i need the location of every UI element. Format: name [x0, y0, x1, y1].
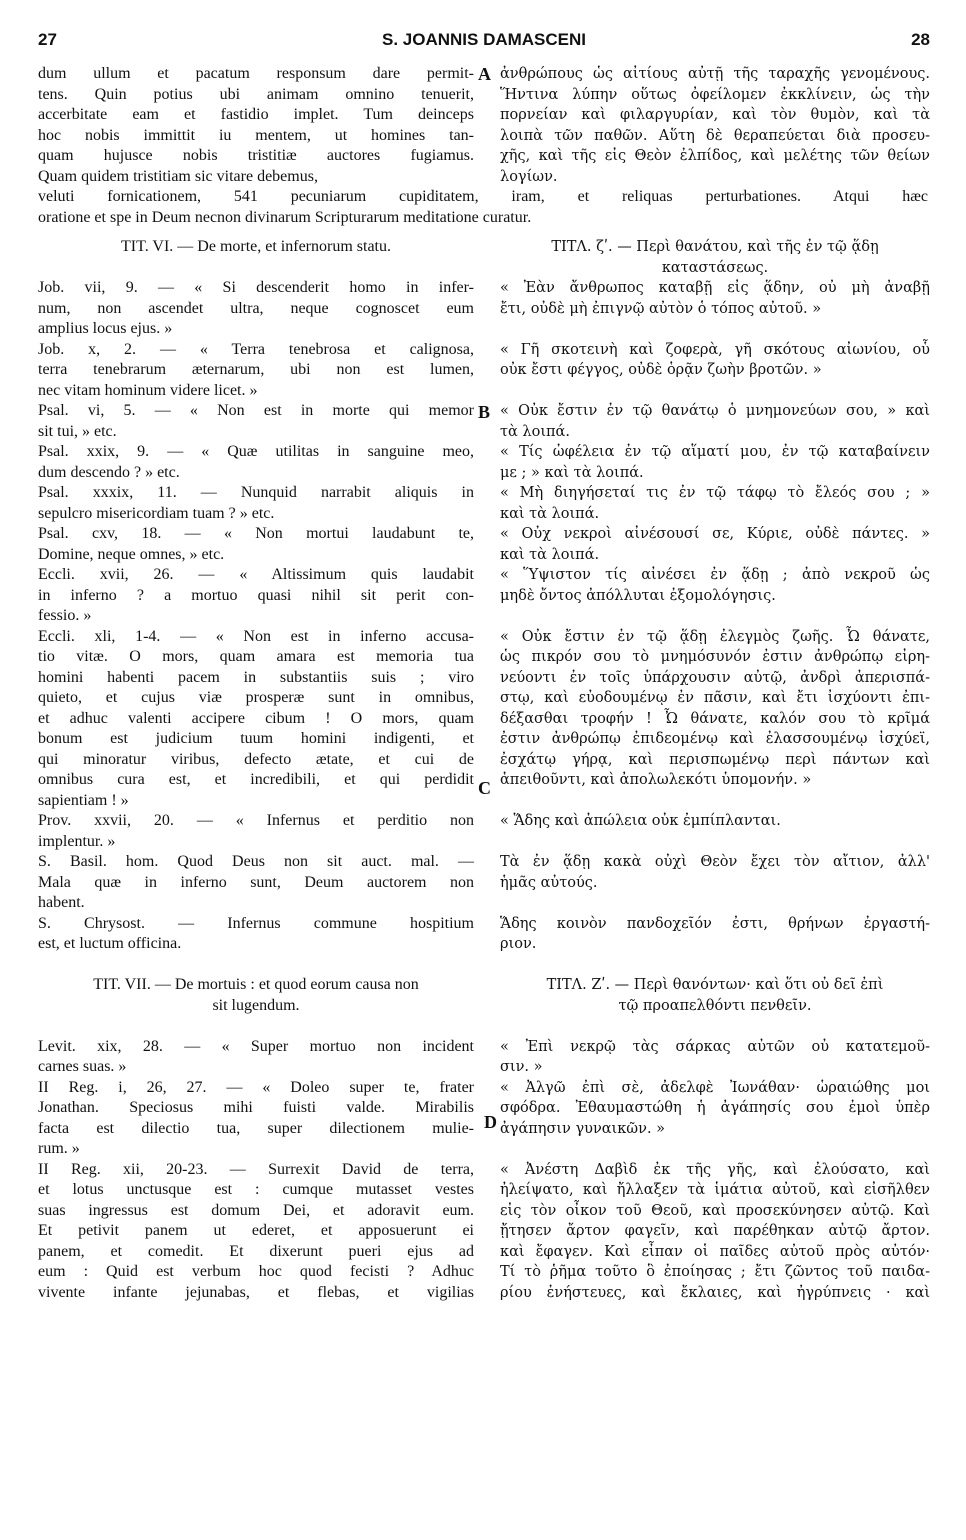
text-line: ἐσχάτῳ γήρᾳ, καὶ περισπωμένῳ περὶ πάντων καὶ [500, 751, 930, 768]
text-line: ἀγάπησιν γυναικῶν. » [500, 1120, 666, 1137]
text-line: χῆς, καὶ τῆς εἰς Θεὸν ἐλπίδος, καὶ μελέτης τῶν θείων [500, 148, 930, 164]
text-line: καὶ τὰ λοιπά. [500, 546, 600, 563]
text-line: « Γῆ σκοτεινὴ καὶ ζοφερὰ, γῆ σκότους αἰωνίου, οὗ [500, 341, 930, 358]
text-line [500, 955, 930, 976]
text-line: οὐκ ἔστι φέγγος, οὐδὲ ὁρᾷν ζωὴν βροτῶν. » [500, 362, 822, 378]
text-line: καὶ τὰ λοιπά. [500, 505, 600, 522]
text-line: eum : Quid est verbum hoc quod fecisti ? Adhuc [38, 1263, 474, 1280]
text-line: « Ἅδης καὶ ἀπώλεια οὐκ ἐμπίπλανται. [500, 813, 781, 829]
text-line: Τὰ ἐν ᾅδῃ κακὰ οὐχὶ Θεὸν ἔχει τὸν αἴτιον, ἀλλ' [500, 854, 930, 870]
text-line [500, 606, 930, 627]
text-line: ΤΙΤΛ. Ζʹ. — Περὶ θανόντων· καὶ ὅτι οὐ δεῖ ἐπὶ [546, 977, 884, 993]
text-line: « Μὴ διηγήσεταί τις ἐν τῷ τάφῳ τὸ ἔλεός σου ; » [500, 485, 930, 501]
intro-full-width [38, 187, 928, 228]
page-number-right: 28 [911, 30, 930, 49]
text-line: « Ἀνέστη Δαβὶδ ἐκ τῆς γῆς, καὶ ἐλούσατο, καὶ [500, 1161, 930, 1178]
text-line: vivente infante jejunabas, et flebas, et vigilias [38, 1283, 474, 1301]
text-line: ὡς πικρόν σου τὸ μνημόσυνόν ἐστιν ἀνθρώπῳ εἰρη- [500, 649, 930, 665]
running-header [38, 30, 930, 52]
text-line: et lotus unctusque est : cumque mutasset vestes [38, 1181, 474, 1198]
text-line [38, 1016, 474, 1037]
margin-marker-b: B [478, 402, 491, 422]
text-line: « Οὐκ ἔστιν ἐν τῷ θανάτῳ ὁ μνημονεύων σου, » καὶ [500, 403, 930, 419]
text-line: Mala quæ in inferno sunt, Deum auctorem non [38, 873, 474, 891]
text-line: « Οὐχ νεκροὶ αἰνέσουσί σε, Κύριε, οὐδὲ πάντες. » [500, 526, 930, 542]
text-line: στῳ, καὶ εὐοδουμένῳ ἐν πᾶσιν, καὶ ἔτι ἰσχύοντι ἐπι- [500, 690, 930, 706]
text-line: II Reg. i, 26, 27. — « Doleo super te, frater [38, 1078, 474, 1096]
text-line: panem, et comedit. Et dixerunt pueri ejus ad [38, 1242, 474, 1260]
text-line: fessio. » [38, 607, 92, 624]
text-line: Ἅδης κοινὸν πανδοχεῖόν ἐστι, θρήνων ἐργαστή- [500, 915, 930, 932]
text-line: num, non ascendet ultra, neque cognoscet eum [38, 299, 474, 317]
text-line: Job. vii, 9. — « Si descenderit homo in infer- [38, 279, 474, 296]
text-line: ἐστιν ἀνθρώπῳ ἐπιδεομένῳ καὶ ἐλασσουμένῳ ἰσχύεϊ, [500, 731, 930, 747]
text-line: λοιπὰ τῶν παθῶν. Αὕτη δὲ θεραπεύεται διὰ προσευ- [500, 127, 930, 144]
text-line: λογίων. [500, 168, 558, 185]
text-line: « Ἀλγῶ ἐπὶ σὲ, ἀδελφὲ Ἰωνάθαν· ὡραιώθης μοι [500, 1079, 930, 1096]
text-line: bonum est judicium tuum homini indigenti, et [38, 730, 474, 747]
text-line [500, 832, 930, 853]
text-line: ᾔτησεν ἄρτον φαγεῖν, καὶ παρέθηκαν αὐτῷ ἄρτον. [500, 1223, 930, 1239]
text-line: Eccli. xli, 1-4. — « Non est in inferno accusa- [38, 627, 474, 645]
text-line: amplius locus ejus. » [38, 320, 173, 337]
text-line: « Ἐὰν ἄνθρωπος καταβῇ εἰς ᾅδην, οὐ μὴ ἀναβῇ [500, 280, 930, 296]
text-line: ΤΙΤΛ. ζʹ. — Περὶ θανάτου, καὶ τῆς ἐν τῷ ᾅδῃ [551, 239, 879, 255]
text-line: sit lugendum. [212, 996, 300, 1014]
text-line: καὶ ἔφαγεν. Καὶ εἶπαν οἱ παῖδες αὐτοῦ πρὸς αὐτόν· [500, 1243, 930, 1260]
text-line: omnibus cura est, et incredibili, et qui perdidit [38, 771, 474, 788]
intro-latin [38, 64, 474, 187]
text-line: quieto, et cujus viæ prosperæ sunt in omnibus, [38, 689, 474, 706]
text-line: Levit. xix, 28. — « Super mortuo non incident [38, 1037, 474, 1055]
running-title: S. JOANNIS DAMASCENI [381, 30, 587, 49]
text-line: sapientiam ! » [38, 791, 129, 809]
text-line: ἡμᾶς αὐτούς. [500, 874, 598, 891]
text-line: πορνείαν καὶ φιλαργυρίαν, καὶ τὸν θυμὸν, καὶ τὰ [500, 107, 930, 123]
text-line: Jonathan. Speciosus mihi fuisti valde. Mirabilis [38, 1099, 474, 1116]
text-line: sit tui, » etc. [38, 422, 117, 440]
text-line: oratione et spe in Deum necnon divinarum Scripturarum meditatione curatur. [38, 208, 532, 226]
text-line: Psal. xxix, 9. — « Quæ utilitas in sanguine meo, [38, 443, 474, 460]
text-line: μηδὲ ὄντος ἀπόλλυται ἐξομολόγησις. [500, 587, 776, 604]
text-line [500, 791, 930, 812]
text-line: Domine, neque omnes, » etc. [38, 545, 225, 563]
text-line: ἀπειθοῦντι, καὶ ἀπολωλεκότι ὑπομονήν. » [500, 772, 812, 788]
text-line: carnes suas. » [38, 1058, 127, 1075]
text-line [500, 893, 930, 914]
greek-column [500, 237, 930, 1303]
text-line: terra tenebrarum æternarum, ubi non est lumen, [38, 361, 474, 378]
text-line: est, et luctum officina. [38, 935, 182, 952]
text-line: « Οὐκ ἔστιν ἐν τῷ ᾅδῃ ἐλεγμὸς ζωῆς. Ὦ θάνατε, [500, 628, 930, 645]
text-line: TIT. VI. — De morte, et infernorum statu. [121, 238, 391, 255]
text-line: νεύοντι ἐν τοῖς ὑπάρχουσιν αὐτῷ, ἀνδρὶ ἀπερισπά- [500, 669, 930, 686]
text-line: εἰς τὸν οἶκον τοῦ Θεοῦ, καὶ προσεκύνησεν αὐτῷ. Καὶ [500, 1202, 930, 1219]
text-line: quam hujusce nobis tristitiæ auctores fugiamus. [38, 147, 474, 164]
text-line: ἀνθρώπους ὡς αἰτίους αὐτῇ τῆς ταραχῆς γενομένους. [500, 66, 930, 82]
text-line: Psal. vi, 5. — « Non est in morte qui memor [38, 402, 474, 419]
text-line: με ; » καὶ τὰ λοιπά. [500, 464, 644, 481]
text-line: accerbitate eam et fastidio implet. Tum deinceps [38, 106, 474, 123]
text-line: Job. x, 2. — « Terra tenebrosa et calignosa, [38, 340, 474, 358]
text-line: habent. [38, 894, 85, 911]
text-line: homini habenti pacem in substantiis suis ; viro [38, 668, 474, 686]
text-line: rum. » [38, 1140, 80, 1157]
margin-marker-a: A [478, 64, 491, 84]
text-line: dum descendo ? » etc. [38, 463, 180, 481]
intro-greek [500, 64, 930, 187]
text-line [500, 381, 930, 402]
text-line: ἠλείψατο, καὶ ἤλλαξεν τὰ ἱμάτια αὐτοῦ, καὶ εἰσῆλθεν [500, 1182, 930, 1198]
text-line: suas ingressus est domum Dei, et adoravit eum. [38, 1201, 474, 1219]
text-line: TIT. VII. — De mortuis : et quod eorum causa non [93, 976, 419, 993]
text-line: II Reg. xii, 20-23. — Surrexit David de terra, [38, 1160, 474, 1178]
text-line: « Ὕψιστον τίς αἰνέσει ἐν ᾅδῃ ; ἀπὸ νεκροῦ ὡς [500, 567, 930, 583]
text-line: σιν. » [500, 1059, 543, 1075]
text-line: Τί τὸ ῥῆμα τοῦτο ὃ ἐποίησας ; ἔτι ζῶντος τοῦ παιδα- [500, 1264, 930, 1280]
text-line: dum ullum et pacatum responsum dare permit- [38, 65, 474, 82]
text-line [38, 955, 474, 976]
text-line: Psal. cxv, 18. — « Non mortui laudabunt te, [38, 525, 474, 542]
text-line: δέξασθαι τροφήν ! Ὦ θάνατε, καλόν σου τὸ κρῖμά [500, 710, 930, 727]
text-line: ριον. [500, 936, 537, 952]
text-line: καταστάσεως. [661, 259, 769, 276]
text-line: Psal. xxxix, 11. — Nunquid narrabit aliquis in [38, 484, 474, 501]
text-line: tens. Quin potius ubi animam omnino tenuerit, [38, 85, 474, 103]
margin-marker-c: C [478, 778, 491, 798]
text-line: S. Basil. hom. Quod Deus non sit auct. mal. — [38, 853, 474, 870]
text-line: implentur. » [38, 832, 116, 850]
text-line [38, 258, 474, 279]
text-line: Eccli. xvii, 26. — « Altissimum quis laudabit [38, 566, 474, 583]
text-line: facta est dilectio tua, super dilectionem mulie- [38, 1119, 474, 1137]
text-line: in inferno ? a mortuo quasi nihil sit perit con- [38, 586, 474, 604]
text-line: τῷ προαπελθόντι πενθεῖν. [618, 997, 812, 1014]
text-line: ρίου ἐνήστευες, καὶ ἔκλαιες, καὶ ἠγρύπνεις · καὶ [500, 1284, 930, 1301]
latin-column [38, 237, 474, 1303]
text-line: tio vitæ. O mors, quam amara est memoria tua [38, 648, 474, 665]
text-line: τὰ λοιπά. [500, 423, 570, 440]
text-line: et adhuc valenti accipere cibum ! O mors, quam [38, 709, 474, 727]
text-line: « Ἐπὶ νεκρῷ τὰς σάρκας αὐτῶν οὐ κατατεμοῦ- [500, 1038, 930, 1055]
margin-marker-d: D [484, 1112, 497, 1132]
text-line [500, 319, 930, 340]
text-line: nec vitam hominum videre licet. » [38, 381, 258, 399]
text-line: Ἥντινα λύπην οὕτως ὀφείλομεν ἐκκλίνειν, ὡς τὴν [500, 86, 930, 103]
text-line: ἔτι, οὐδὲ μὴ ἐπιγνῷ αὐτὸν ὁ τόπος αὐτοῦ. » [500, 300, 822, 317]
text-line: Et petivit panem ut ederet, et apposuerunt ei [38, 1222, 474, 1239]
page-number-left: 27 [38, 30, 57, 49]
text-line: veluti fornicationem, 541 pecuniarum cupiditatem, iram, et reliquas perturbationes. Atqui hæc [38, 188, 928, 205]
text-line: Prov. xxvii, 20. — « Infernus et perditio non [38, 812, 474, 829]
text-line: σφόδρα. Ἐθαυμαστώθη ἡ ἀγάπησίς σου ἐμοὶ ὑπὲρ [500, 1100, 930, 1116]
text-line: qui minoratur viribus, defecto ætate, et cui de [38, 750, 474, 768]
text-line: sepulcro misericordiam tuam ? » etc. [38, 504, 275, 522]
text-line [500, 1016, 930, 1037]
text-line [500, 1139, 930, 1160]
text-line: hoc nobis immittit iu mentem, ut homines tan- [38, 126, 474, 144]
text-line: « Τίς ὠφέλεια ἐν τῷ αἵματί μου, ἐν τῷ καταβαίνειν [500, 444, 930, 460]
text-line: Quam quidem tristitiam sic vitare debemus, [38, 167, 318, 185]
text-line: S. Chrysost. — Infernus commune hospitium [38, 914, 474, 932]
